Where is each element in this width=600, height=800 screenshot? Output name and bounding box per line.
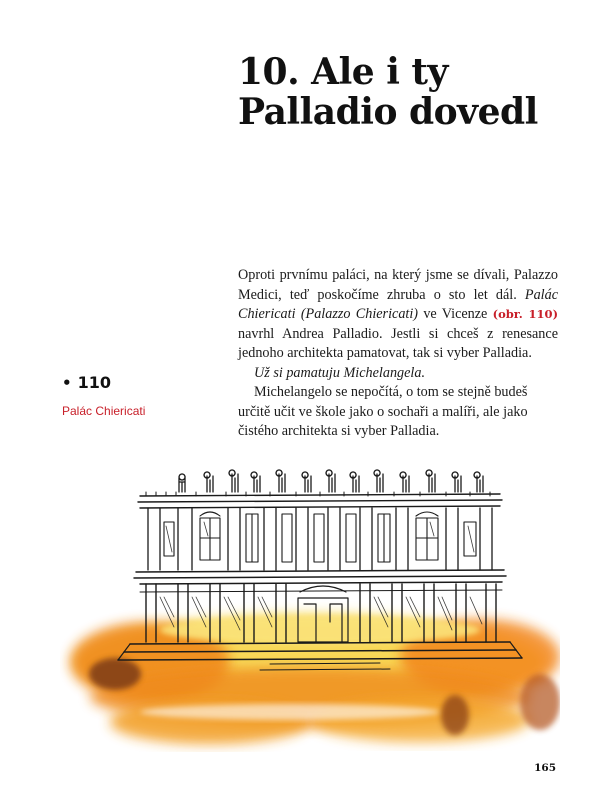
chapter-title-line2: Palladio dovedl: [238, 91, 538, 133]
figure-reference: (obr. 110): [492, 307, 559, 321]
paragraph-2: [238, 364, 558, 384]
paragraph-1: [238, 266, 558, 364]
figure-number-label: [62, 373, 111, 392]
paragraph-1-part-b: ve Vicenze: [418, 306, 493, 322]
chapter-title-line1: 10. Ale i ty: [238, 51, 448, 93]
page-number: 165: [534, 762, 556, 774]
figure-caption: Palác Chiericati: [62, 404, 146, 418]
paragraph-2-italic: Už si pamatuju Michelangela.: [254, 364, 426, 381]
palace-name-italic: Palác Chiericati (Palazzo Chiericati): [238, 286, 558, 322]
paragraph-1-part-a: Oproti prvnímu paláci, na který jsme se dívali, Palazzo Medici, teď poskočíme zhruba o sto let dál.: [238, 267, 558, 303]
chapter-title: [238, 52, 578, 132]
palazzo-chiericati-illustration: [60, 452, 560, 752]
bullet-icon: •: [62, 374, 72, 392]
paragraph-3: Michelangelo se nepočítá, o tom se stejně budeš určitě učit ve škole jako o sochaři a malíři, ale jako čistého architekta si vyber Palladia.: [238, 384, 528, 439]
figure-number: 110: [77, 373, 111, 392]
body-text: [238, 266, 558, 442]
paragraph-1-part-c: navrhl Andrea Palladio. Jestli si chceš z renesance jednoho architekta pamatovat, tak si vyber Palladia.: [238, 325, 558, 361]
